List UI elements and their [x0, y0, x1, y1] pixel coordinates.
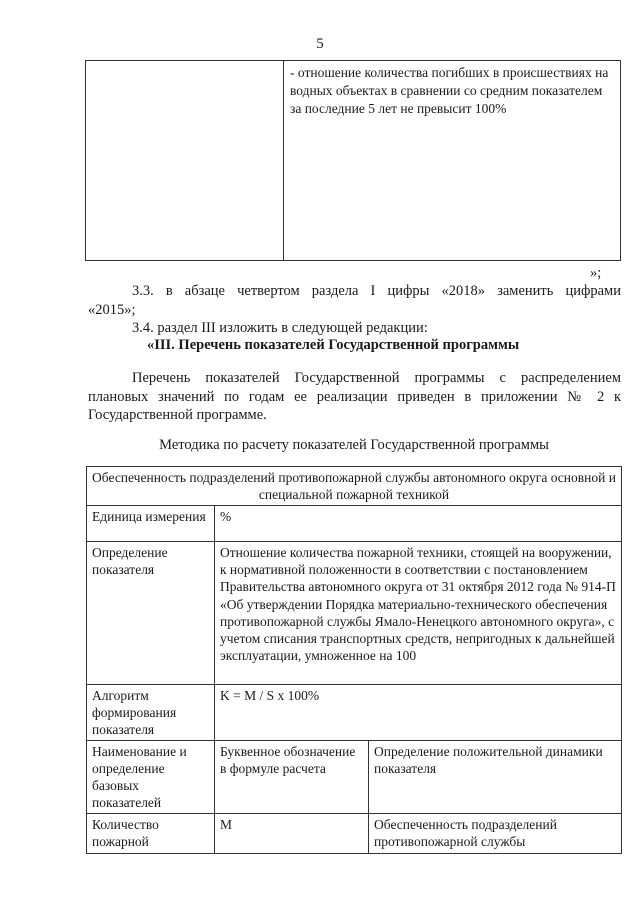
- intro-line-2: плановых значений по годам ее реализации приведен в приложении № 2 к: [88, 389, 621, 405]
- methodology-caption: Методика по расчету показателей Государственной программы: [159, 437, 549, 453]
- page-number: 5: [316, 36, 324, 52]
- row-label: Количество пожарной: [87, 814, 215, 854]
- definition-label: Определение показателя: [87, 542, 215, 685]
- base-indicators-label: Наименование и определение базовых показателей: [87, 741, 215, 814]
- unit-label: Единица измерения: [87, 506, 215, 542]
- unit-value: %: [215, 506, 622, 542]
- methodology-table: [86, 466, 622, 854]
- symbol-column-header: Буквенное обозначение в формуле расчета: [215, 741, 369, 814]
- para-3-3-line1: 3.3. в абзаце четвертом раздела I цифры «2018» заменить цифрами: [132, 283, 621, 299]
- dynamics-column-header: Определение положительной динамики показателя: [369, 741, 622, 814]
- algorithm-label: Алгоритм формирования показателя: [87, 685, 215, 741]
- intro-line-3: Государственной программе.: [88, 407, 267, 423]
- intro-line-1: Перечень показателей Государственной программы с распределением: [132, 370, 621, 386]
- para-3-4: 3.4. раздел III изложить в следующей редакции:: [132, 320, 428, 336]
- row-dynamics: Обеспеченность подразделений противопожарной службы: [369, 814, 622, 854]
- definition-value: Отношение количества пожарной техники, стоящей на вооружении, к нормативной положенности в соответствии с постановлением Правительства автономного округа от 31 октября 2012 года № 914-П «Об утверждении Порядка материально-технического обеспечения противопожарной службы Ямало-Ненецкого автономного округа», с учетом списания транспортных средств, непригодных к дальнейшей эксплуатации, умноженное на 100: [215, 542, 622, 685]
- indicator-cell: - отношение количества погибших в происшествиях на водных объектах в сравнении со средним показателем за последние 5 лет не превысит 100%: [284, 61, 621, 261]
- empty-cell: [86, 61, 284, 261]
- closing-quote: »;: [590, 265, 602, 281]
- row-symbol: M: [215, 814, 369, 854]
- para-3-3-line2: «2015»;: [88, 302, 136, 318]
- table-title: Обеспеченность подразделений противопожарной службы автономного округа основной и специальной пожарной техникой: [87, 467, 622, 506]
- section-heading: «III. Перечень показателей Государственной программы: [147, 337, 520, 353]
- continued-table: [85, 60, 621, 261]
- algorithm-value: K = M / S x 100%: [215, 685, 622, 741]
